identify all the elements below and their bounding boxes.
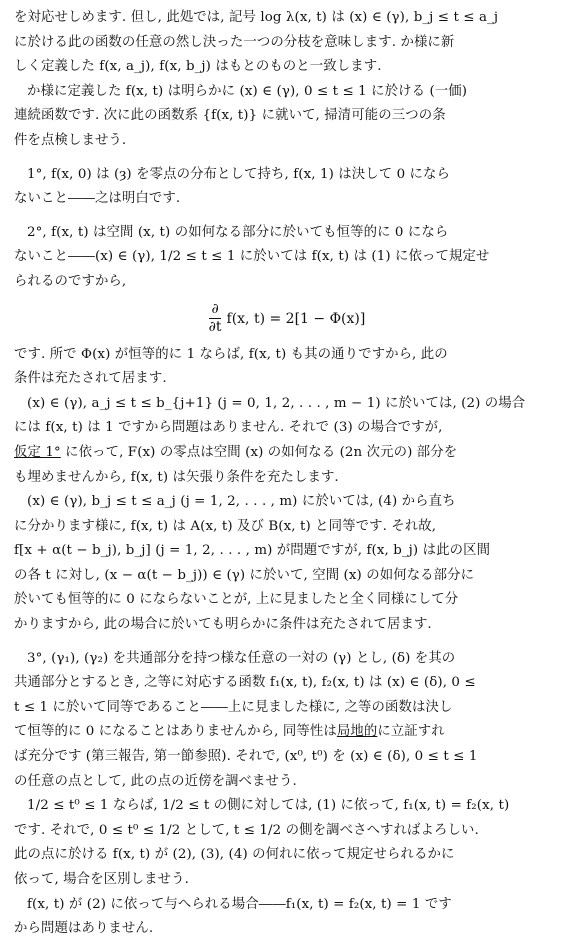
text-line: f[x + α(t − b_j), b_j] (j = 1, 2, . . . , m) が問題ですが, f(x, b_j) は此の区間: [14, 543, 491, 559]
paragraph-final: [14, 893, 558, 942]
text-line: られるのですから,: [14, 273, 127, 289]
text-line: 1/2 ≤ t⁰ ≤ 1 ならば, 1/2 ≤ t の側に対しては, (1) に依って, f₁(x, t) = f₂(x, t): [27, 798, 510, 814]
condition-3: [14, 647, 558, 795]
equation-rhs: f(x, t) = 2[1 − Φ(x)]: [226, 310, 366, 327]
text-line: f(x, t) が (2) に依って与へられる場合――f₁(x, t) = f₂(x, t) = 1 です: [27, 896, 452, 912]
text-line: 共通部分とするとき, 之等に対応する函数 f₁(x, t), f₂(x, t) は (x) ∈ (δ), 0 ≤: [14, 675, 476, 691]
text-line: ば充分です (第三報告, 第一節参照). それで, (x⁰, t⁰) を (x) ∈ (δ), 0 ≤ t ≤ 1: [14, 749, 478, 765]
text-line: も埋めませんから, f(x, t) は矢張り条件を充たします.: [14, 469, 339, 485]
text-line underlined-lead: 仮定 1° に依って, F(x) の零点は空間 (x) の如何なる (2n 次元の) 部分を: [14, 444, 458, 460]
text-line: て恒等的に 0 になることはありませんから, 同等性は局地的に立証すれ: [14, 724, 445, 740]
text-line: には f(x, t) は 1 ですから問題はありません. それで (3) の場合ですが,: [14, 420, 443, 436]
paragraph-case-a: [14, 392, 558, 490]
fraction-numerator: ∂: [211, 301, 219, 318]
text-line: 1°, f(x, 0) は (ȝ) を零点の分布として持ち, f(x, 1) は決して 0 になら: [27, 166, 451, 182]
text-line: 於いても恒等的に 0 にならないことが, 上に見ましたと全く同様にして分: [14, 592, 459, 608]
text-line: の任意の点として, 此の点の近傍を調べませう.: [14, 773, 297, 789]
paragraph-half-interval: [14, 794, 558, 892]
underlined-phrase: 仮定 1°: [14, 444, 61, 460]
paragraph-1: [14, 6, 558, 80]
display-equation: [14, 297, 558, 341]
partial-derivative: [207, 301, 224, 336]
text-line: か様に定義した f(x, t) は明らかに (x) ∈ (γ), 0 ≤ t ≤ 1 に於ける (一価): [27, 83, 468, 99]
text-line: 連続函数です. 次に此の函数系 {f(x, t)} に就いて, 掃清可能の三つの条: [14, 108, 446, 124]
text-line: 件を点検しませう.: [14, 132, 127, 148]
text-line: から問題はありません.: [14, 921, 154, 937]
condition-2: [14, 221, 558, 295]
text-line: 依って, 場合を区別しませう.: [14, 872, 189, 887]
paragraph-case-b: [14, 490, 558, 638]
text-line: です. それで, 0 ≤ t⁰ ≤ 1/2 として, t ≤ 1/2 の側を調べさへすればよろしい.: [14, 822, 479, 838]
text-line: に於ける此の函数の任意の然し決った一つの分枝を意味します. か様に新: [14, 34, 455, 50]
text-line: です. 所で Φ(x) が恒等的に 1 ならば, f(x, t) も其の通りですから, 此の: [14, 346, 448, 362]
fraction-denominator: ∂t: [208, 319, 222, 336]
text-line: 2°, f(x, t) は空間 (x, t) の如何なる部分に於いても恒等的に 0 になら: [27, 224, 449, 240]
text-line: 3°, (γ₁), (γ₂) を共通部分を持つ様な任意の一対の (γ) とし, (δ) を其の: [27, 650, 456, 666]
text-line: t ≤ 1 に於いて同等であること――上に見ました様に, 之等の函数は決し: [14, 699, 453, 715]
paragraph-after-equation: [14, 343, 558, 392]
text-line: ないこと――(x) ∈ (γ), 1/2 ≤ t ≤ 1 に於いては f(x, t) は (1) に依って規定せ: [14, 249, 490, 265]
text-line: しく定義した f(x, a_j), f(x, b_j) はもとのものと一致します.: [14, 59, 382, 75]
text-line: 条件は充たされて居ます.: [14, 371, 167, 387]
text-line: 此の点に於ける f(x, t) が (2), (3), (4) の何れに依って規定せられるかに: [14, 847, 455, 863]
text-line: を対応せしめます. 但し, 此処では, 記号 log λ(x, t) は (x) ∈ (γ), b_j ≤ t ≤ a_j: [14, 10, 499, 25]
text-line: に分かります様に, f(x, t) は A(x, t) 及び B(x, t) と同等です. それ故,: [14, 518, 437, 534]
paragraph-2: [14, 80, 558, 154]
condition-1: [14, 163, 558, 212]
underlined-phrase: 局地的: [336, 724, 378, 740]
text-line: (x) ∈ (γ), a_j ≤ t ≤ b_{j+1} (j = 0, 1, 2, . . . , m − 1) に於いては, (2) の場合: [27, 395, 526, 411]
text-line: の各 t に対し, (x − α(t − b_j)) ∈ (γ) に於いて, 空間 (x) の如何なる部分に: [14, 567, 475, 583]
text-line: ないこと――之は明白です.: [14, 191, 181, 207]
text-line: (x) ∈ (γ), b_j ≤ t ≤ a_j (j = 1, 2, . . . , m) に於いては, (4) から直ち: [27, 494, 456, 510]
text-line: かりますから, 此の場合に於いても明らかに条件は充たされて居ます.: [14, 617, 432, 633]
